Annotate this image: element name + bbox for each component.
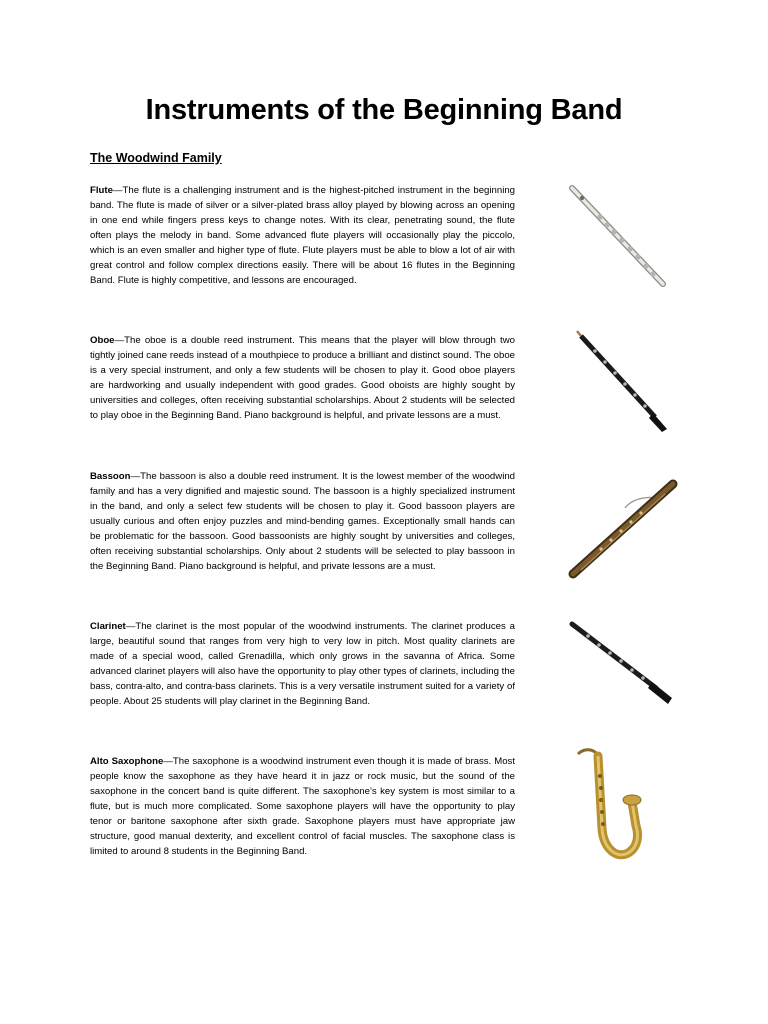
page-title: Instruments of the Beginning Band (145, 94, 623, 126)
instrument-description: —The saxophone is a woodwind instrument even though it is made of brass. Most people know the saxophone as they have heard it in jazz or rock music, but the sound of the saxophone in the concert band is quite different. The saxophone’s key system is most similar to a flute, but is much more complicated. Some saxophone players will have the opportunity to play tenor or baritone saxophone after sixth grade. Saxophone players must have appropriate jaw structure, good manual dexterity, and excellent control of facial muscles. The saxophone class is limited to around 8 students in the Beginning Band. (90, 756, 515, 857)
bassoon-paragraph (90, 469, 515, 574)
clarinet-paragraph (90, 619, 515, 709)
instrument-description: —The oboe is a double reed instrument. This means that the player will blow through two tightly joined cane reeds instead of a mouthpiece to produce a brilliant and distinct sound. The oboe is a very special instrument, and only a few students will be chosen to play it. Good oboe players are hardworking and usually independent with good grades. Good oboists are highly sought by universities and colleges, often receiving substantial scholarships. About 2 students will be selected to play oboe in the Beginning Band. Piano background is helpful, and private lessons are a must. (90, 335, 515, 421)
instrument-description: —The bassoon is also a double reed instrument. It is the lowest member of the woodwind family and has a very dignified and majestic sound. The bassoon is a highly specialized instrument in the band, and only a select few students will be chosen to play it. Good bassoon players are usually curious and often enjoy puzzles and mind-bending games. Exceptionally small hands can be problematic for the bassoon. Good bassoonists are highly sought by universities and colleges, often receiving substantial scholarships. Only about 2 students will be selected to play bassoon in the Beginning Band. Piano background is helpful, and private lessons are a must. (90, 471, 515, 572)
oboe-image (565, 325, 675, 435)
instrument-description: —The clarinet is the most popular of the woodwind instruments. The clarinet produces a large, beautiful sound that ranges from very high to very low in pitch. Most quality clarinets are made of a special wood, called Grenadilla, which only grows in the savanna of Africa. Some advanced clarinet players will also have the opportunity to play other types of clarinets, including the bass, contra-alto, and contra-bass clarinets. This is a very versatile instrument suited for a variety of people. About 25 students will play clarinet in the Beginning Band. (90, 621, 515, 707)
oboe-paragraph (90, 333, 515, 423)
flute-paragraph (90, 183, 515, 288)
section-heading: The Woodwind Family (90, 151, 222, 165)
alto-saxophone-paragraph (90, 754, 515, 859)
instrument-name: Bassoon (90, 471, 131, 482)
bassoon-image (563, 478, 683, 583)
instrument-name: Alto Saxophone (90, 756, 164, 767)
clarinet-image (566, 616, 681, 708)
flute-image (560, 180, 670, 292)
instrument-name: Flute (90, 185, 113, 196)
saxophone-image (570, 742, 645, 864)
instrument-name: Oboe (90, 335, 115, 346)
instrument-description: —The flute is a challenging instrument and is the highest-pitched instrument in the beginning band. The flute is made of silver or a silver-plated brass alloy played by blowing across an opening in one end while fingers press keys to change notes. With its clear, penetrating sound, the flute often plays the melody in band. Some advanced flute players will occasionally play the piccolo, which is an even smaller and higher type of flute. Flute players must be able to blow a lot of air with great control and follow complex directions easily. There will be about 16 flutes in the Beginning Band. Flute is highly competitive, and lessons are encouraged. (90, 185, 515, 286)
instrument-name: Clarinet (90, 621, 126, 632)
